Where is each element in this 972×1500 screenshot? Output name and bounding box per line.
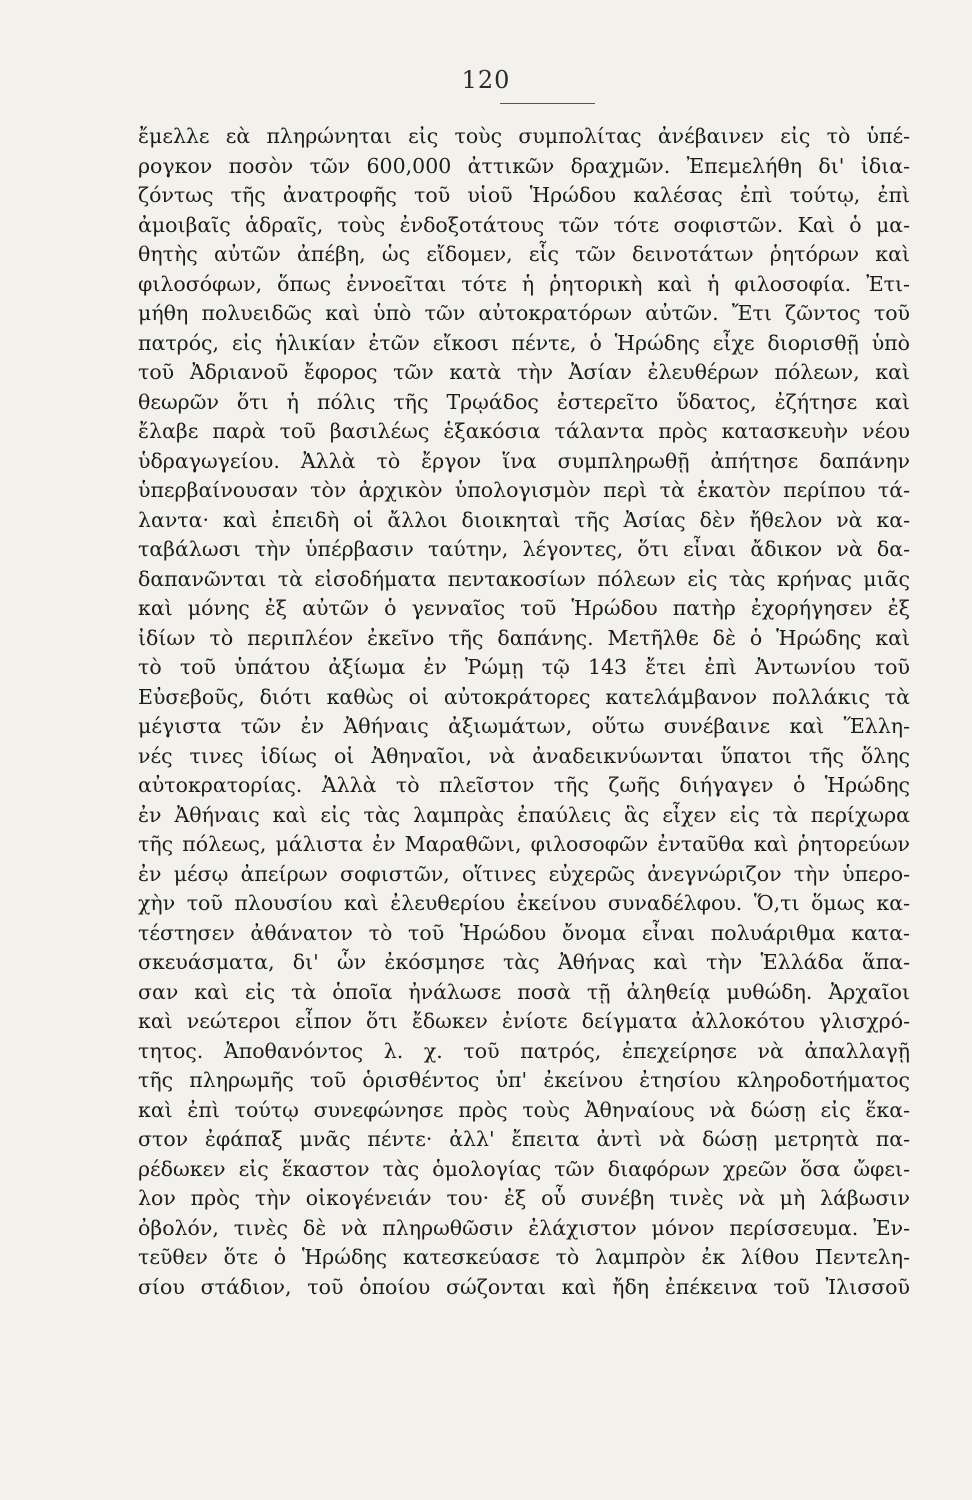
text-line: μήθη πολυειδῶς καὶ ὑπὸ τῶν αὐτοκρατόρων αὐτῶν. Ἔτι ζῶντος τοῦ xyxy=(138,301,910,325)
text-line: δαπανῶνται τὰ εἰσοδήματα πεντακοσίων πόλεων εἰς τὰς κρήνας μιᾶς xyxy=(138,566,910,591)
text-line: στον ἐφάπαξ μνᾶς πέντε· ἀλλ' ἔπειτα ἀντὶ νὰ δώσῃ μετρητὰ πα- xyxy=(138,1127,910,1151)
page-number-rule xyxy=(500,103,595,104)
text-line: ὑπερβαίνουσαν τὸν ἀρχικὸν ὑπολογισμὸν περὶ τὰ ἑκατὸν περίπου τά- xyxy=(138,478,910,502)
text-line: τεῦθεν ὅτε ὁ Ἡρώδης κατεσκεύασε τὸ λαμπρὸν ἐκ λίθου Πεντελη- xyxy=(138,1245,910,1269)
text-line: ρέδωκεν εἰς ἕκαστον τὰς ὁμολογίας τῶν διαφόρων χρεῶν ὅσα ὤφει- xyxy=(138,1156,910,1181)
text-line: μέγιστα τῶν ἐν Ἀθήναις ἀξιωμάτων, οὕτω συνέβαινε καὶ Ἕλλη- xyxy=(138,714,910,738)
text-line: σίου στάδιον, τοῦ ὁποίου σώζονται καὶ ἤδη ἐπέκεινα τοῦ Ἰλισσοῦ xyxy=(138,1274,910,1299)
text-line: ταβάλωσι τὴν ὑπέρβασιν ταύτην, λέγοντες, ὅτι εἶναι ἄδικον νὰ δα- xyxy=(138,537,910,561)
text-line: θεωρῶν ὅτι ἡ πόλις τῆς Τρῳάδος ἐστερεῖτο ὕδατος, ἐζήτησε καὶ xyxy=(138,389,910,414)
text-line: ἐν μέσῳ ἀπείρων σοφιστῶν, οἵτινες εὐχερῶς ἀνεγνώριζον τὴν ὑπερο- xyxy=(138,861,910,886)
text-line: ὑδραγωγείου. Ἀλλὰ τὸ ἔργον ἵνα συμπληρωθῇ ἀπήτησε δαπάνην xyxy=(138,448,910,473)
text-line: ἔλαβε παρὰ τοῦ βασιλέως ἑξακόσια τάλαντα πρὸς κατασκευὴν νέου xyxy=(138,419,910,443)
text-line: ρογκον ποσὸν τῶν 600,000 ἀττικῶν δραχμῶν. Ἐπεμελήθη δι' ἰδια- xyxy=(138,153,910,178)
text-line: καὶ νεώτεροι εἶπον ὅτι ἔδωκεν ἐνίοτε δείγματα ἀλλοκότου γλισχρό- xyxy=(138,1009,910,1033)
text-line: τῆς πόλεως, μάλιστα ἐν Μαραθῶνι, φιλοσοφῶν ἐνταῦθα καὶ ῥητορεύων xyxy=(138,832,910,856)
text-line: φιλοσόφων, ὅπως ἐννοεῖται τότε ἡ ῥητορικὴ καὶ ἡ φιλοσοφία. Ἐτι- xyxy=(138,271,910,296)
text-line: πατρός, εἰς ἡλικίαν ἐτῶν εἴκοσι πέντε, ὁ Ἡρώδης εἶχε διορισθῇ ὑπὸ xyxy=(138,330,910,355)
text-line: λον πρὸς τὴν οἰκογένειάν του· ἐξ οὗ συνέβη τινὲς νὰ μὴ λάβωσιν xyxy=(138,1186,910,1210)
text-line: ἔμελλε εὰ πληρώνηται εἰς τοὺς συμπολίτας ἀνέβαινεν εἰς τὸ ὑπέ- xyxy=(138,124,910,148)
body-text xyxy=(138,122,910,1302)
text-line: νές τινες ἰδίως οἱ Ἀθηναῖοι, νὰ ἀναδεικνύωνται ὕπατοι τῆς ὅλης xyxy=(138,743,910,768)
text-line: αὐτοκρατορίας. Ἀλλὰ τὸ πλεῖστον τῆς ζωῆς διήγαγεν ὁ Ἡρώδης xyxy=(138,773,910,797)
text-line: ζόντως τῆς ἀνατροφῆς τοῦ υἱοῦ Ἡρώδου καλέσας ἐπὶ τούτῳ, ἐπὶ xyxy=(138,183,910,207)
text-line: σαν καὶ εἰς τὰ ὁποῖα ἠνάλωσε ποσὰ τῇ ἀληθείᾳ μυθώδη. Ἀρχαῖοι xyxy=(138,979,910,1004)
text-line: λαντα· καὶ ἐπειδὴ οἱ ἄλλοι διοικηταὶ τῆς Ἀσίας δὲν ἤθελον νὰ κα- xyxy=(138,507,910,532)
text-line: σκευάσματα, δι' ὧν ἐκόσμησε τὰς Ἀθήνας καὶ τὴν Ἑλλάδα ἅπα- xyxy=(138,950,910,974)
text-line: χὴν τοῦ πλουσίου καὶ ἐλευθερίου ἐκείνου συναδέλφου. Ὅ,τι ὅμως κα- xyxy=(138,891,910,915)
text-line: τητος. Ἀποθανόντος λ. χ. τοῦ πατρός, ἐπεχείρησε νὰ ἀπαλλαγῇ xyxy=(138,1038,910,1063)
text-line: ὀβολόν, τινὲς δὲ νὰ πληρωθῶσιν ἐλάχιστον μόνον περίσσευμα. Ἐν- xyxy=(138,1215,910,1240)
text-line: θητὴς αὐτῶν ἀπέβη, ὡς εἴδομεν, εἷς τῶν δεινοτάτων ῥητόρων καὶ xyxy=(138,242,910,266)
text-line: τοῦ Ἀδριανοῦ ἔφορος τῶν κατὰ τὴν Ἀσίαν ἐλευθέρων πόλεων, καὶ xyxy=(138,360,910,384)
page-number: 120 xyxy=(461,66,511,94)
text-line: τέστησεν ἀθάνατον τὸ τοῦ Ἡρώδου ὄνομα εἶναι πολυάριθμα κατα- xyxy=(138,920,910,945)
text-line: τῆς πληρωμῆς τοῦ ὁρισθέντος ὑπ' ἐκείνου ἐτησίου κληροδοτήματος xyxy=(138,1068,910,1092)
text-line: ἰδίων τὸ περιπλέον ἐκεῖνο τῆς δαπάνης. Μετῆλθε δὲ ὁ Ἡρώδης καὶ xyxy=(138,625,910,650)
text-line: ἐν Ἀθήναις καὶ εἰς τὰς λαμπρὰς ἐπαύλεις ἃς εἶχεν εἰς τὰ περίχωρα xyxy=(138,802,910,827)
text-line: καὶ ἐπὶ τούτῳ συνεφώνησε πρὸς τοὺς Ἀθηναίους νὰ δώσῃ εἰς ἕκα- xyxy=(138,1097,910,1122)
text-line: καὶ μόνης ἐξ αὐτῶν ὁ γενναῖος τοῦ Ἡρώδου πατὴρ ἐχορήγησεν ἐξ xyxy=(138,596,910,620)
text-line: τὸ τοῦ ὑπάτου ἀξίωμα ἐν Ῥώμῃ τῷ 143 ἔτει ἐπὶ Ἀντωνίου τοῦ xyxy=(138,655,910,679)
text-line: ἀμοιβαῖς ἁδραῖς, τοὺς ἐνδοξοτάτους τῶν τότε σοφιστῶν. Καὶ ὁ μα- xyxy=(138,212,910,237)
text-line: Εὐσεβοῦς, διότι καθὼς οἱ αὐτοκράτορες κατελάμβανον πολλάκις τὰ xyxy=(138,684,910,709)
